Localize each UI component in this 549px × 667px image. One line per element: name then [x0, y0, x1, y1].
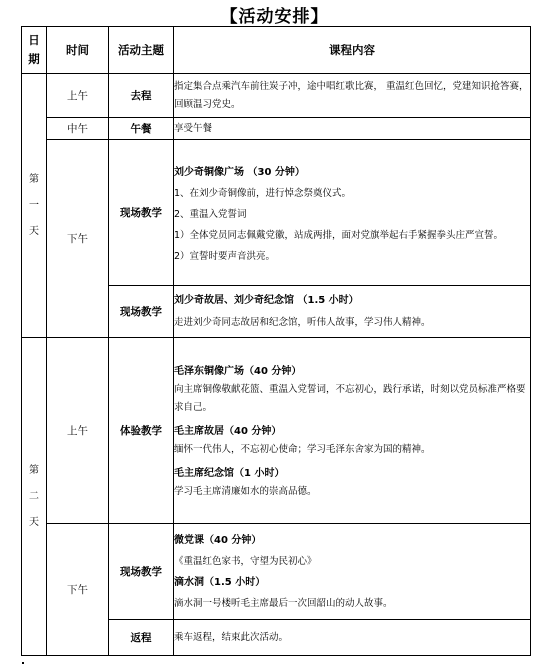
header-day — [22, 27, 47, 74]
day1-site2-text: 走进刘少奇同志故居和纪念馆，听伟人故事，学习伟人精神。 — [174, 316, 431, 328]
day1-noon-time: 中午 — [47, 118, 109, 140]
day1-site1-theme: 现场教学 — [109, 140, 174, 286]
header-day-text: 日 期 — [28, 33, 40, 66]
day2-morning-heading: 毛泽东铜像广场（40 分钟） — [174, 366, 302, 377]
header-content: 课程内容 — [174, 27, 531, 74]
day2-morning-text: 缅怀一代伟人，不忘初心使命；学习毛泽东舍家为国的精神。 — [174, 444, 431, 455]
day1-site2-theme: 现场教学 — [109, 286, 174, 338]
day2-label-text: 第 二 天 — [29, 464, 39, 528]
day2-afternoon-content — [174, 524, 531, 620]
header-theme: 活动主题 — [109, 27, 174, 74]
day1-label — [22, 74, 47, 338]
day2-afternoon-theme: 现场教学 — [109, 524, 174, 620]
day2-return-content: 乘车返程，结束此次活动。 — [174, 620, 531, 656]
day2-morning-text: 向主席铜像敬献花篮、重温入党誓词，不忘初心，践行承诺，时刻以党员标准严格要求自己。 — [174, 384, 526, 413]
day2-afternoon-heading: 微党课（40 分钟） — [174, 534, 262, 546]
day1-afternoon-time: 下午 — [47, 140, 109, 338]
day2-afternoon-heading: 滴水洞（1.5 小时） — [174, 576, 266, 588]
day1-morning-content: 指定集合点乘汽车前往炭子冲，途中唱红歌比赛， 重温红色回忆，党建知识抢答赛，回顾温习党史。 — [174, 74, 531, 118]
day2-afternoon-row — [22, 524, 531, 620]
day1-site1-line: 1、在刘少奇铜像前，进行悼念祭奠仪式。 — [174, 187, 352, 199]
day1-morning-theme: 去程 — [109, 74, 174, 118]
day2-afternoon-text: 滴水洞一号楼听毛主席最后一次回韶山的动人故事。 — [174, 597, 393, 609]
day1-site2-content — [174, 286, 531, 338]
day2-morning-row — [22, 338, 531, 524]
page-title: 【活动安排】 — [220, 7, 329, 27]
day1-morning-row — [22, 74, 531, 118]
day1-site2-heading: 刘少奇故居、刘少奇纪念馆 （1.5 小时） — [174, 294, 359, 306]
day1-label-text: 第 一 天 — [29, 173, 39, 237]
day1-site1-line: 2、重温入党誓词 — [174, 208, 247, 220]
day2-label — [22, 338, 47, 656]
day1-noon-row — [22, 118, 531, 140]
day2-morning-heading: 毛主席故居（40 分钟） — [174, 426, 282, 437]
day1-site1-content — [174, 140, 531, 286]
day2-afternoon-time: 下午 — [47, 524, 109, 656]
day2-morning-theme: 体验教学 — [109, 338, 174, 524]
day1-noon-theme: 午餐 — [109, 118, 174, 140]
day2-morning-content — [174, 338, 531, 524]
day2-return-theme: 返程 — [109, 620, 174, 656]
day1-site1-line: 1）全体党员同志佩戴党徽，站成两排，面对党旗举起右手紧握拳头庄严宣誓。 — [174, 229, 504, 241]
day1-site1-heading: 刘少奇铜像广场 （30 分钟） — [174, 166, 305, 178]
schedule-table — [21, 26, 531, 656]
day2-morning-time: 上午 — [47, 338, 109, 524]
day2-morning-heading: 毛主席纪念馆（1 小时） — [174, 468, 285, 479]
page-mark — [22, 662, 24, 664]
day1-site1-line: 2）宣誓时要声音洪亮。 — [174, 250, 276, 262]
day1-site1-row — [22, 140, 531, 286]
day2-morning-text: 学习毛主席清廉如水的崇高品德。 — [174, 486, 317, 497]
day2-afternoon-text: 《重温红色家书，守望为民初心》 — [174, 555, 317, 567]
header-row — [22, 27, 531, 74]
header-time: 时间 — [47, 27, 109, 74]
day1-noon-content: 享受午餐 — [174, 118, 531, 140]
day1-morning-time: 上午 — [47, 74, 109, 118]
